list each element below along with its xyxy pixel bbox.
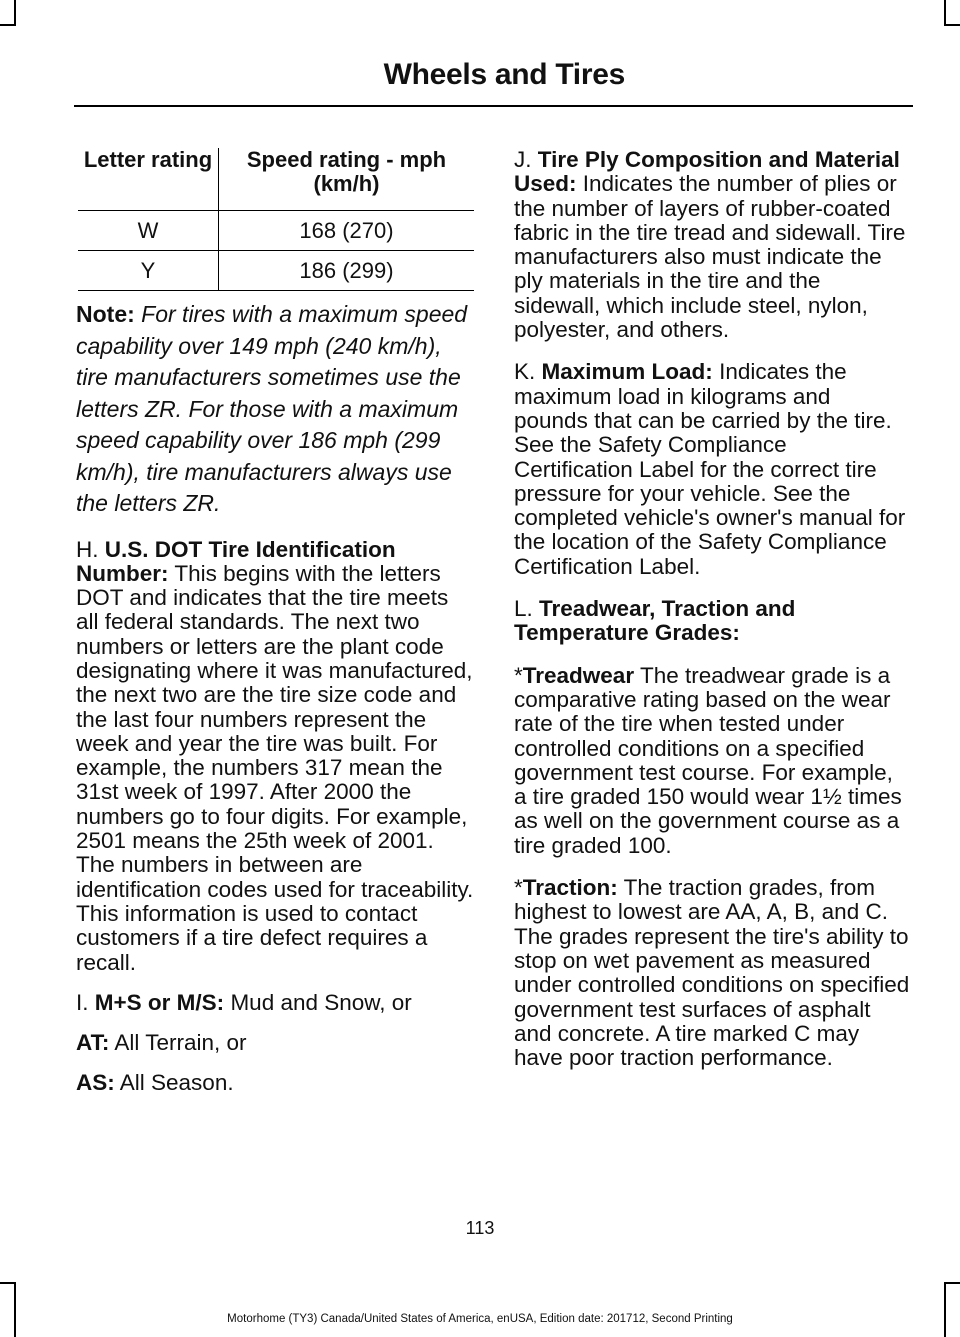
- crop-mark-bottom-left-h: [0, 1282, 16, 1284]
- treadwear-star: *: [514, 662, 523, 688]
- edition-footer: Motorhome (TY3) Canada/United States of America, enUSA, Edition date: 201712, Second Printing: [227, 1313, 733, 1325]
- section-at: [76, 1031, 474, 1055]
- speed-rating-table: [78, 148, 474, 291]
- section-h-text: This begins with the letters DOT and indicates that the tire meets all federal standards. The next two numbers or letters are the plant code designating where it was manufactured, the next two are the tire size code and the last four numbers represent the week and year the tire was built. For example, the numbers 317 mean the 31st week of 1997. After 2000 the numbers go to four digits. For example, 2501 means the 25th week of 2001. The numbers in between are identification codes used for traceability. This information is used to contact customers if a tire defect requires a recall.: [76, 560, 474, 975]
- section-j: [514, 148, 910, 342]
- section-at-text: All Terrain, or: [114, 1030, 247, 1056]
- speed-cell: 168 (270): [219, 211, 475, 251]
- section-k: [514, 360, 910, 579]
- section-k-prefix: K.: [514, 359, 536, 385]
- section-j-prefix: J.: [514, 147, 532, 172]
- speed-note: [76, 299, 474, 520]
- column-header-letter: Letter rating: [78, 148, 219, 211]
- section-traction: [514, 876, 910, 1070]
- letter-cell: Y: [78, 251, 219, 291]
- section-at-label: AT:: [76, 1030, 110, 1056]
- section-k-label: Maximum Load:: [541, 359, 713, 385]
- traction-star: *: [514, 875, 523, 901]
- table-row: [78, 211, 474, 251]
- section-h-label: U.S. DOT Tire Identification Number:: [76, 536, 396, 586]
- section-j-text: Indicates the number of plies or the number of layers of rubber-coated fabric in the tire tread and sidewall. Tire manufacturers also must indicate the ply materials in the tire and the sidewall, which include steel, nylon, polyester, and others.: [514, 171, 906, 343]
- right-column: [514, 148, 910, 1088]
- letter-cell: W: [78, 211, 219, 251]
- table-row: [78, 251, 474, 291]
- crop-mark-top-right-h: [944, 24, 960, 26]
- section-h-prefix: H.: [76, 536, 99, 562]
- section-l: [514, 597, 910, 646]
- page-title: Wheels and Tires: [383, 58, 625, 91]
- section-k-text: Indicates the maximum load in kilograms and pounds that can be carried by the tire. See the Safety Compliance Certification Label for the correct tire pressure for your vehicle. See the completed vehicle's owner's manual for the location of the Safety Compliance Certification Label.: [514, 359, 906, 579]
- section-j-label: Tire Ply Composition and Material Used:: [514, 147, 900, 197]
- traction-label: Traction:: [522, 875, 618, 901]
- crop-mark-top-right-v: [944, 0, 946, 26]
- section-as-text: All Season.: [119, 1070, 234, 1096]
- column-header-speed: Speed rating - mph (km/h): [219, 148, 475, 211]
- speed-cell: 186 (299): [219, 251, 475, 291]
- section-i-prefix: I.: [76, 989, 89, 1015]
- section-l-prefix: L.: [514, 596, 533, 622]
- traction-text: The traction grades, from highest to lowest are AA, A, B, and C. The grades represent the tire's ability to stop on wet pavement as measured under controlled conditions on specified government test surfaces of asphalt and concrete. A tire marked C may have poor traction performance.: [514, 875, 910, 1071]
- section-treadwear: [514, 664, 910, 858]
- title-divider: [74, 105, 913, 107]
- treadwear-label: Treadwear: [522, 662, 635, 688]
- section-i-label: M+S or M/S:: [94, 989, 225, 1015]
- section-as: [76, 1071, 474, 1095]
- treadwear-text: The treadwear grade is a comparative rating based on the wear rate of the tire when tested under controlled conditions on a specified government test course. For example, a tire graded 150 would wear 1½ times as well on the government course as a tire graded 100.: [514, 662, 902, 858]
- section-i-text: Mud and Snow, or: [230, 989, 412, 1015]
- crop-mark-top-left-v: [14, 0, 16, 26]
- crop-mark-bottom-left-v: [14, 1282, 16, 1337]
- section-l-label: Treadwear, Traction and Temperature Grades:: [514, 596, 796, 646]
- table-header-row: [78, 148, 474, 211]
- section-i: [76, 991, 474, 1015]
- section-h: [76, 538, 474, 975]
- page-number: 113: [465, 1218, 495, 1238]
- note-label: Note:: [76, 301, 135, 327]
- crop-mark-top-left-h: [0, 24, 16, 26]
- left-column: [76, 148, 474, 1112]
- crop-mark-bottom-right-v: [944, 1282, 946, 1337]
- crop-mark-bottom-right-h: [944, 1282, 960, 1284]
- section-as-label: AS:: [76, 1070, 115, 1096]
- note-text: For tires with a maximum speed capability over 149 mph (240 km/h), tire manufacturers sometimes use the letters ZR. For those with a maximum speed capability over 186 mph (299 km/h), tire manufacturers always use the letters ZR.: [76, 301, 468, 516]
